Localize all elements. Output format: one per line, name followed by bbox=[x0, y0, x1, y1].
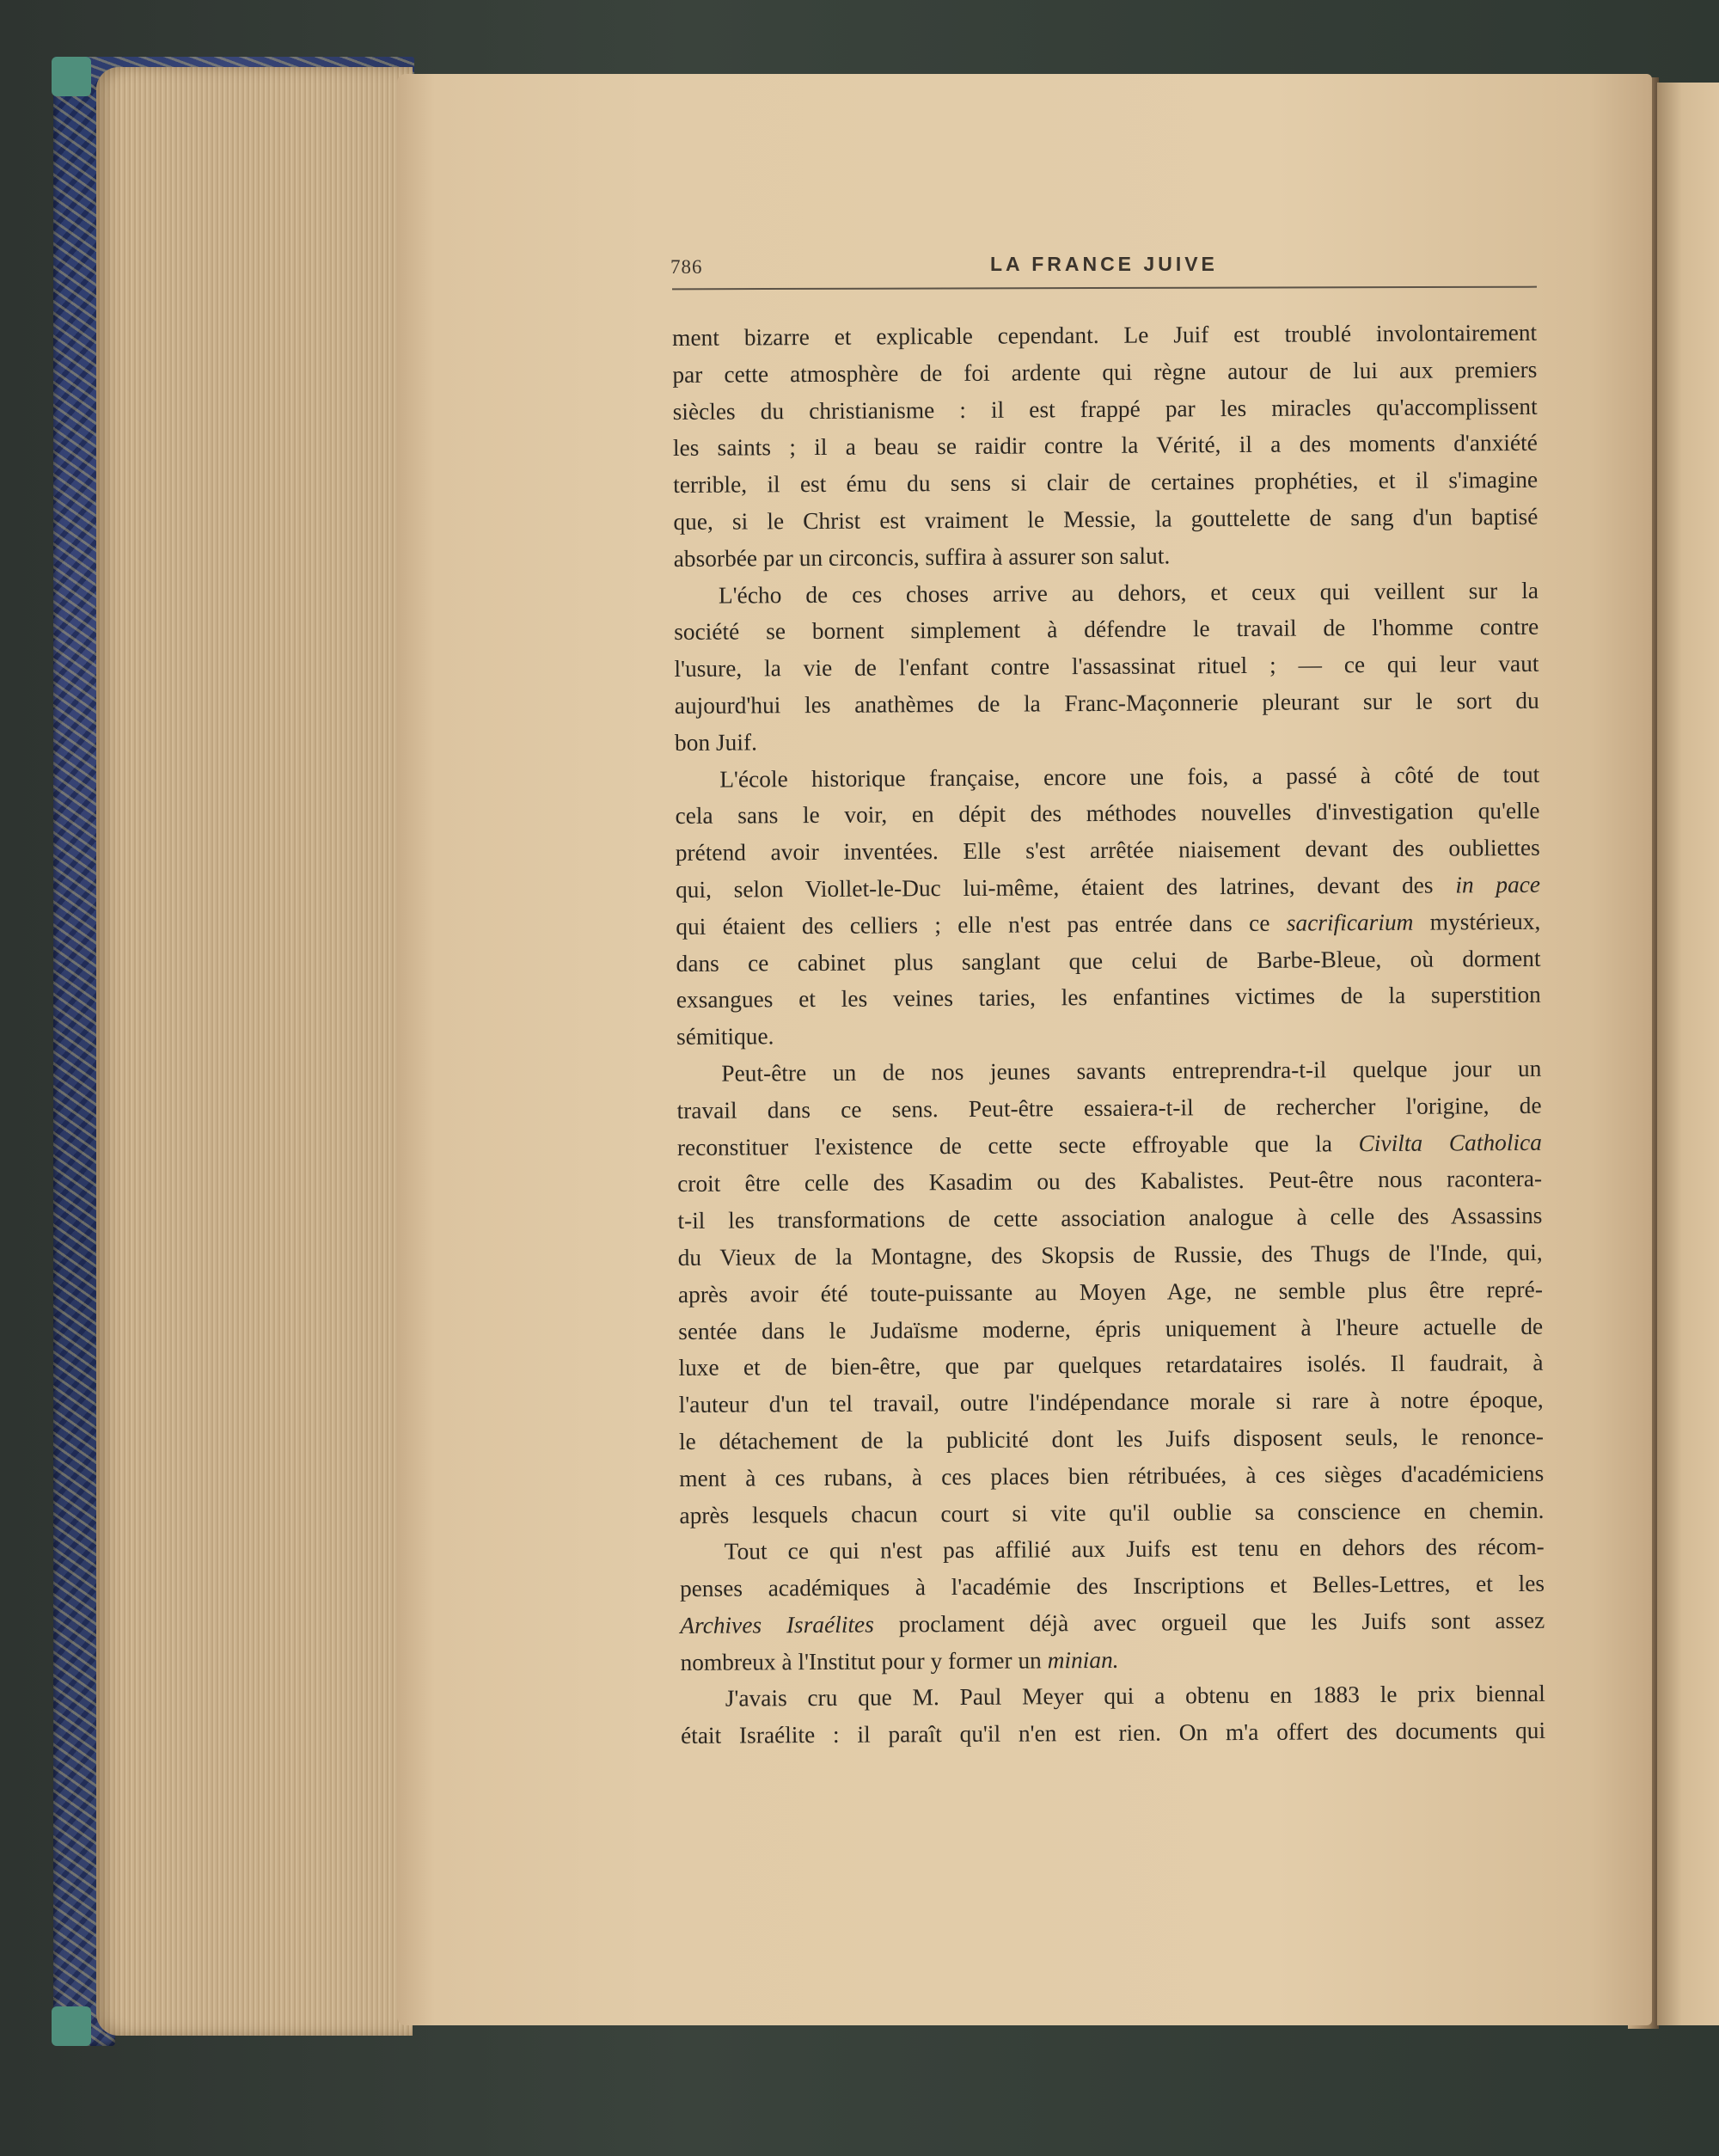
text-line: penses académiques à l'académie des Inscriptions et Belles-Lettres, et les bbox=[679, 1570, 1545, 1602]
text-line: L'écho de ces choses arrive au dehors, et ceux qui veillent sur la bbox=[718, 577, 1539, 609]
page-edges-stack bbox=[96, 67, 413, 2036]
running-title: LA FRANCE JUIVE bbox=[990, 253, 1218, 275]
text-line: luxe et de bien-être, que par quelques retardataires isolés. Il faudrait, à bbox=[678, 1350, 1544, 1381]
text-line: nombreux à l'Institut pour y former un minian. bbox=[680, 1646, 1119, 1675]
text-line: aujourd'hui les anathèmes de la Franc-Maçonnerie pleurant sur le sort du bbox=[674, 687, 1539, 719]
text-line: exsangues et les veines taries, les enfantines victimes de la superstition bbox=[676, 982, 1541, 1014]
text-line: L'école historique française, encore une fois, a passé à côté de tout bbox=[719, 761, 1540, 793]
text-line: ment bizarre et explicable cependant. Le Juif est troublé involontairement bbox=[672, 319, 1538, 351]
text-line: Peut-être un de nos jeunes savants entreprendra-t-il quelque jour un bbox=[721, 1055, 1542, 1087]
text-line: travail dans ce sens. Peut-être essaiera-t-il de rechercher l'origine, de bbox=[676, 1092, 1542, 1124]
text-line: l'auteur d'un tel travail, outre l'indépendance morale si rare à notre époque, bbox=[678, 1386, 1544, 1418]
text-line: était Israélite : il paraît qu'il n'en est rien. On m'a offert des documents qui bbox=[680, 1718, 1546, 1749]
text-line: Archives Israélites proclament déjà avec orgueil que les Juifs sont assez bbox=[680, 1607, 1545, 1638]
text-line: J'avais cru que M. Paul Meyer qui a obtenu en 1883 le prix biennal bbox=[725, 1681, 1545, 1712]
text-line: que, si le Christ est vraiment le Messie, la gouttelette de sang d'un baptisé bbox=[673, 503, 1539, 535]
text-line: t-il les transformations de cette association analogue à celle des Assassins bbox=[677, 1202, 1543, 1234]
text-line: siècles du christianisme : il est frappé par les miracles qu'accomplissent bbox=[672, 393, 1538, 425]
text-line: dans ce cabinet plus sanglant que celui de Barbe-Bleue, où dorment bbox=[676, 945, 1541, 977]
text-line: après lesquels chacun court si vite qu'il oublie sa conscience en chemin. bbox=[679, 1497, 1545, 1528]
text-line: reconstituer l'existence de cette secte effroyable que la Civilta Catholica bbox=[676, 1129, 1542, 1161]
text-line: du Vieux de la Montagne, des Skopsis de Russie, des Thugs de l'Inde, qui, bbox=[677, 1239, 1543, 1271]
text-line: cela sans le voir, en dépit des méthodes nouvelles d'investigation qu'elle bbox=[675, 798, 1540, 830]
text-line: Tout ce qui n'est pas affilié aux Juifs est tenu en dehors des récom- bbox=[724, 1534, 1545, 1565]
text-line: sentée dans le Judaïsme moderne, épris uniquement à l'heure actuelle de bbox=[678, 1313, 1544, 1344]
text-line: qui, selon Viollet-le-Duc lui-même, étaient des latrines, devant des in pace bbox=[675, 871, 1541, 903]
text-line: ment à ces rubans, à ces places bien rétribuées, à ces sièges d'académiciens bbox=[679, 1460, 1545, 1491]
text-line: absorbée par un circoncis, suffira à assurer son salut. bbox=[673, 542, 1171, 572]
text-line: le détachement de la publicité dont les Juifs disposent seuls, le renonce- bbox=[678, 1423, 1545, 1455]
page-number: 786 bbox=[670, 256, 703, 278]
text-line: l'usure, la vie de l'enfant contre l'assassinat rituel ; — ce qui leur vaut bbox=[674, 651, 1539, 683]
text-line: prétend avoir inventées. Elle s'est arrêtée niaisement devant des oubliettes bbox=[675, 834, 1540, 867]
body-text bbox=[672, 315, 1545, 1755]
cover-corner-bottom bbox=[52, 2006, 91, 2046]
text-line: qui étaient des celliers ; elle n'est pas entrée dans ce sacrificarium mystérieux, bbox=[676, 908, 1541, 940]
text-line: croit être celle des Kasadim ou des Kabalistes. Peut-être nous racontera- bbox=[677, 1166, 1543, 1197]
text-line: société se bornent simplement à défendre le travail de l'homme contre bbox=[674, 614, 1539, 646]
facing-page-edge bbox=[1657, 83, 1719, 2025]
text-line: terrible, il est ému du sens si clair de certaines prophéties, et il s'imagine bbox=[673, 467, 1539, 499]
cover-corner-top bbox=[52, 57, 91, 96]
text-line: après avoir été toute-puissante au Moyen Age, ne semble plus être repré- bbox=[677, 1276, 1543, 1308]
text-line: par cette atmosphère de foi ardente qui règne autour de lui aux premiers bbox=[672, 356, 1538, 388]
text-line: les saints ; il a beau se raidir contre la Vérité, il a des moments d'anxiété bbox=[672, 430, 1538, 462]
text-line: sémitique. bbox=[676, 1023, 774, 1050]
text-line: bon Juif. bbox=[674, 729, 757, 756]
